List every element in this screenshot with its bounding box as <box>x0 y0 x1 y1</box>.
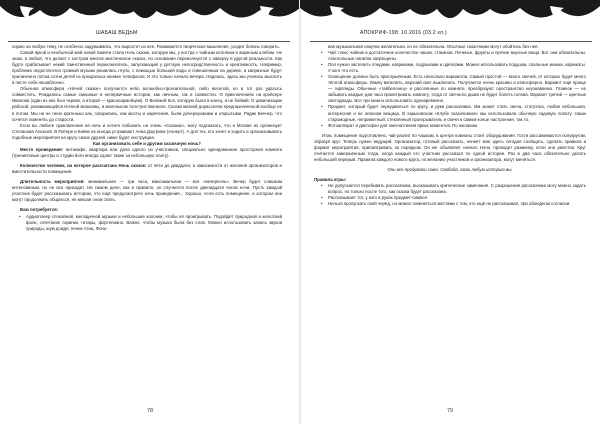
running-header-left: ШАБАШ ВЕДЬМ <box>96 30 138 36</box>
list-item: • Не допускается перебивать рассказчика, высказывать критические замечания. С разрешения рассказчика могу можно задать вопрос, но только после того, как сказка будет рассказана. <box>328 183 586 195</box>
page-number-right: 79 <box>447 408 453 414</box>
field-label: Количество человек, на которое рассчитана Ночь сказок: <box>20 162 147 168</box>
needs-list-continued <box>328 44 586 129</box>
list-item: • Предмет, который будет передаваться по кругу, и руки рассказчика. Им может стать свеча, статуэтка, любая небольшая, интересная и не опасная вещица. В харьковском «Клубе сказочников» мы использовали обычную садовую лопату. Наши старомодные, неприметный: стеклянный проигрыватель и свечи в самом конце настроения, так то. <box>328 104 586 122</box>
ornament-header-left-icon <box>0 0 300 30</box>
header-rule <box>8 41 290 42</box>
rules-title: Правила игры: <box>314 176 347 182</box>
page-number-left: 78 <box>147 408 153 414</box>
header-rule <box>310 41 592 42</box>
ornament-header-right-icon <box>300 0 600 30</box>
field-place <box>12 147 282 159</box>
list-item: • Нельзя пропускать свой черёд, но можно поменяться местами с тем, кто ещё не рассказывал, при обоюдном согласии. <box>328 201 586 207</box>
field-needs <box>12 207 282 213</box>
section-title: Как организовать себе и другим сказочную ночь? <box>93 140 201 146</box>
field-label: Длительность мероприятия: <box>20 178 85 184</box>
right-page <box>300 0 600 424</box>
list-item-continued: вая музыкальная озвучка желательна, но не обязательна. Опытные сказочники могут обойтись без неё. <box>328 44 539 49</box>
paragraph: Самой яркой и необычной мой новой памяти стала Ночь сказок, которую мы, у костра с чайным котелком и жареным хлебом. Не знаю, в любой, что делает с костром многое мистическое сказок, но основание переволнуется с наверху в другой реальности. Как будто срабатывает некий таинственный переключатель, запускающий у детскую непосредственность и креативность. Например, проблема недостаточно громкой музыки решилась глупо, с помощью большей воды и повешенным на дереве, а капризные будут приличенно потом сотни детей из прекрасных книжек телефонов. И это только начало вечера. Надеюсь, здесь мы учились мыслить в песте себя нешаблонно. <box>12 50 282 86</box>
list-item: • Фотоаппарат и диктофон для запечатления ярких моментов. По желанию. <box>328 123 586 129</box>
field-count <box>12 163 282 175</box>
paragraph: хорию на любую тему, не особенно задумываясь, что выростет из нее. Развивается творческое мышление, уходит боязнь говорить. <box>12 44 280 49</box>
field-duration <box>12 179 282 203</box>
field-text: антикафе, квартира или дача одного из участников, специально арендованная просторная комната (тренинговые центры и студии йоги иногда сдают такие за небольшую плату). <box>12 146 282 158</box>
list-item: • Чай: плюс чайник и достаточное количество чашек, стаканов. Печенье, фрукты и прочие вкусные вещи. Вот они обязательны. Алкогольные напитки запрещены. <box>328 50 586 62</box>
rules-list <box>328 183 586 207</box>
list-item: • Аудиоплеер спокойной, мелодичной музыки и небольшие колонки, чтобы её проигрывать. Подойдёт природной и кельтский фолк, сочетание скрипки, гитары, фортепиано. Важно, чтобы музыка была без слов. Можно использовать запись звуков природы, шум дождя, пение птиц. Фоно- <box>26 214 282 232</box>
paragraph: Если вы любите приключения на ночь и хотите побывать на очень «Сказках», могу подсказать, что в Москве их организует Степанова Алексей. В Питере и Киеве их иногда устраивает Анна Доугрина (Ахнерт). А для тех, кто хочет и ходить и организовывать подобные мероприятия на кругу своих друзей, ниже будет инструкция. <box>12 122 282 140</box>
running-header-right: АПОКРИФ-198: 10.2016 (03.2 кл.) <box>360 30 447 36</box>
paragraph: Итак, помещение подготовлено, чай разлит по чашкам, в центре комнаты стоит оборудования. Гости рассаживаются полукругом, образуя круг. Теперь нужен ведущий. Организатор, готовый рассказать, начнёт мне здесь сегодня сообщить, сделать правила и формат мероприятия, присматривать за порядком. Он же объявляет начало Ночи, проводит разминку, если она уместна. Круг считается завершённым тогда, когда каждый его участник рассказал по одной истории. Раз в два часа обязательно делать небольшой перерыв. Правила каждого нового круга, по желанию участников и организатора, могут меняться. <box>314 132 586 162</box>
left-page-content <box>12 44 282 232</box>
quote: Они все продумали сами. Свобода, свою любую историю вы. <box>387 166 513 172</box>
field-label: Вам потребуется: <box>20 207 59 213</box>
right-page-content <box>314 44 586 207</box>
field-label: Место проведения: <box>20 146 64 152</box>
list-item: • Рассказывает тот, у кого в руках предмет-символ. <box>328 195 586 201</box>
list-item: • Освещение должно быть приглушённым. Есть несколько вариантов. Самый простой — много свечей, от которых будет много тёплой атмосферы. Лампу включить, верхний свет выключить. Получается очень красиво и атмосферно. Вариант ещё проще — гирлянды. Обычные «тайбеленец» и рассеянные по комнате, преобразуют пространство неузнаваемо. Главное — не забывать каждые два часа проветривать комнату, тогда от свечного дыма не будет болеть голова. Вариант третий — цветные светодиоды. Все три можно использовать одновременно. <box>328 74 586 104</box>
list-item: • Пол нужно застелить пледами, ковриками, подушками и одеялами. Можно использовать подушки, спальные мешки, карематы. У кого что есть. <box>328 62 586 74</box>
needs-list <box>26 214 282 232</box>
paragraph: Обычная атмосфера «Ночей сказок» получается небо волшебно-пронзительной, либо веселой, но в тот раз удалось совместить. Рождались самые смешные и непервичные истории, как личным, так и совместно. О приключениях на крейсере Иванова (один из них был червяк, а второй — красноармейцем). О Великой Кол, которую была в конец, и не бойкий. О цивилизации рабской, развивающейся Ночной мошканы, и маленьком толстуне Бюнеске. Сказки магией дорассеяли предназначенной вообще не в потом. Мы ни не пели кратенько как, говорились, как мосты и наречения, были дочерерожими и открытыми. Радик Бенчер, что хочется поменять до старости. <box>12 86 282 122</box>
field-text: минимальная — три часа, максимальная — вся «вечерночь». Вечер будет слишком интенсивным, но не все приходит. На самом деле, как и правило, он случается после двенадцати часов ночи. Пусть каждый участник будет рассказывать историю, что ещё предусмотрите ночь проведения... Хорошо, если есть помещение, в котором они могут продолжить общаться, не мешая сном спать. <box>12 178 282 203</box>
field-text: от пяти до двадцати, в зависимости от желания организаторов и вместительности помещения. <box>12 162 282 174</box>
